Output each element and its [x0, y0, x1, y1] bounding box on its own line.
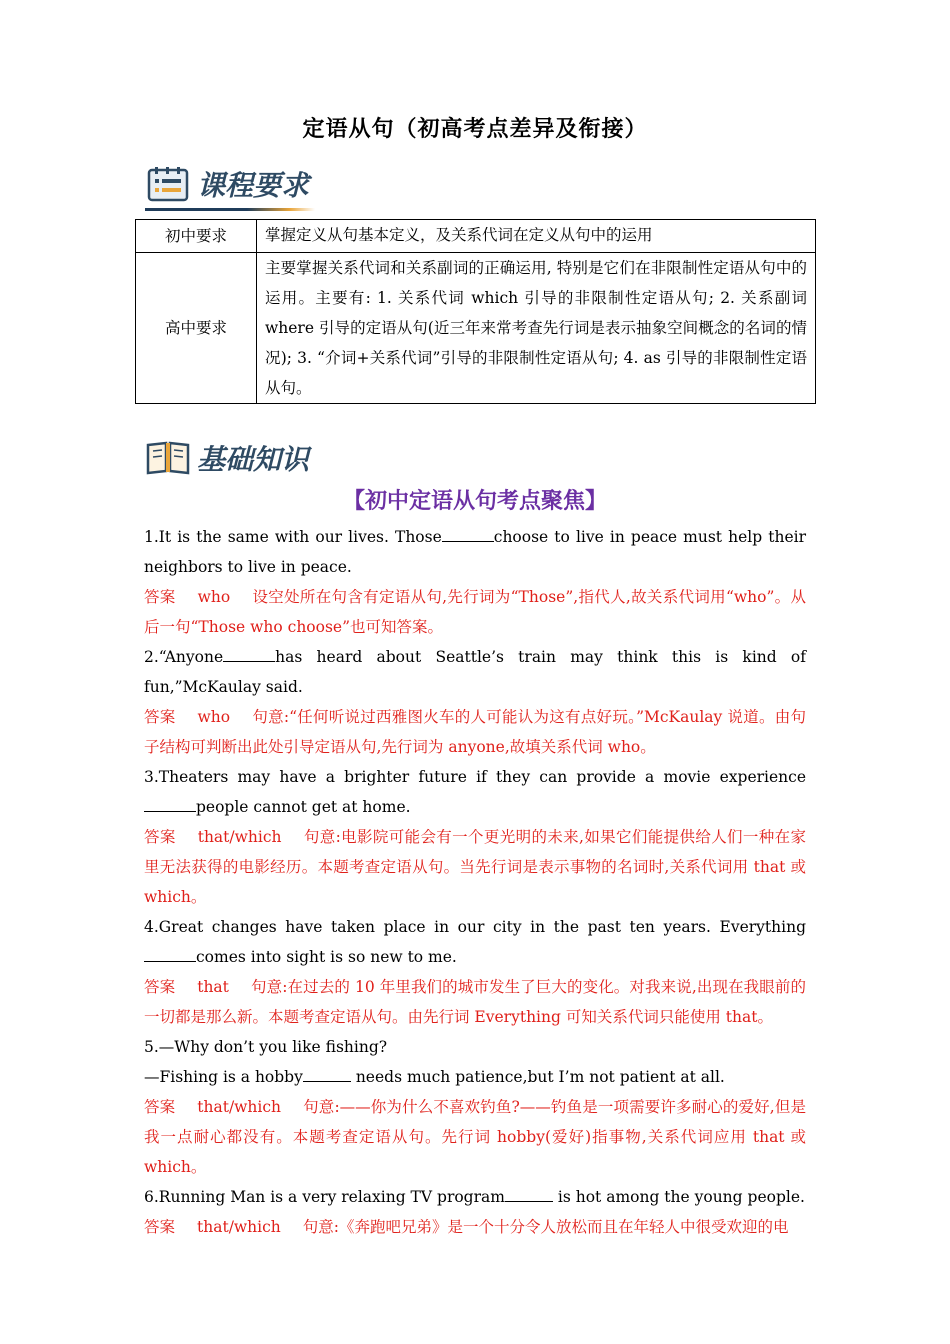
answer-blank [505, 1184, 553, 1202]
requirement-key: 初中要求 [136, 220, 257, 253]
question-item [144, 1062, 806, 1092]
section-label: 课程要求 [197, 169, 310, 202]
question-text: comes into sight is so new to me. [196, 948, 457, 966]
question-text: choose to live in peace must help their neighbors to live in peace. [144, 528, 806, 576]
answer-value: who [197, 708, 231, 726]
answer-explanation: 句意:《奔跑吧兄弟》是一个十分令人放松而且在年轻人中很受欢迎的电 [302, 1218, 789, 1236]
answer-line [144, 822, 806, 912]
question-text: 2.“Anyone [144, 648, 224, 666]
question-item [144, 912, 806, 972]
answer-blank [303, 1064, 351, 1082]
question-item [144, 1182, 806, 1212]
question-text: has heard about Seattle’s train may think this is kind of fun,”McKaulay said. [144, 648, 806, 696]
question-text: 5.—Why don’t you like fishing? [144, 1038, 388, 1056]
question-item [144, 762, 806, 822]
answer-line [144, 582, 806, 642]
answer-blank [223, 644, 275, 662]
answer-line [144, 1212, 806, 1242]
answer-explanation: 句意:电影院可能会有一个更光明的未来,如果它们能提供给人们一种在家里无法获得的电影经历。本题考查定语从句。当先行词是表示事物的名词时,关系代词用 that 或 which。 [144, 828, 806, 906]
answer-label: 答案 [144, 828, 176, 846]
answer-line [144, 972, 806, 1032]
answer-explanation: 句意:——你为什么不喜欢钓鱼?——钓鱼是一项需要许多耐心的爱好,但是我一点耐心都没有。本题考查定语从句。先行词 hobby(爱好)指事物,关系代词应用 that 或 which。 [144, 1098, 806, 1176]
answer-label: 答案 [144, 1098, 176, 1116]
table-row [136, 253, 816, 404]
answer-value: that [197, 978, 229, 996]
open-book-icon [145, 440, 191, 476]
answer-line [144, 1092, 806, 1182]
answer-label: 答案 [144, 588, 176, 606]
requirement-key: 高中要求 [136, 253, 257, 404]
requirement-value: 主要掌握关系代词和关系副词的正确运用, 特别是它们在非限制性定语从句中的运用。主要有: 1. 关系代词 which 引导的非限制性定语从句; 2. 关系副词 where 引导的定语从句(近三年来常考查先行词是表示抽象空间概念的名词的情况); 3. “介词+关系代词”引导的非限制性定语从句; 4. as 引导的非限制性定语从句。 [257, 253, 816, 404]
question-text: —Fishing is a hobby [144, 1068, 303, 1086]
questions-list [144, 522, 806, 1242]
question-text: 3.Theaters may have a brighter future if they can provide a movie experience [144, 768, 806, 786]
answer-value: who [197, 588, 231, 606]
answer-blank [144, 794, 196, 812]
requirements-table [135, 219, 816, 404]
answer-label: 答案 [144, 978, 176, 996]
question-text: is hot among the young people. [557, 1188, 805, 1206]
answer-label: 答案 [144, 1218, 176, 1236]
answer-explanation: 设空处所在句含有定语从句,先行词为“Those”,指代人,故关系代词用“who”。从后一句“Those who choose”也可知答案。 [144, 588, 806, 636]
answer-value: that/which [197, 1218, 281, 1236]
question-text: 6.Running Man is a very relaxing TV program [144, 1188, 505, 1206]
answer-value: that/which [197, 828, 282, 846]
checklist-board-icon [147, 166, 189, 202]
question-item [144, 642, 806, 702]
question-text: 1.It is the same with our lives. Those [144, 528, 442, 546]
answer-line [144, 702, 806, 762]
answer-value: that/which [197, 1098, 282, 1116]
requirement-value: 掌握定义从句基本定义，及关系代词在定义从句中的运用 [257, 220, 816, 253]
section-underline [145, 208, 315, 211]
answer-explanation: 句意:“任何听说过西雅图火车的人可能认为这有点好玩。”McKaulay 说道。由句子结构可判断出此处引导定语从句,先行词为 anyone,故填关系代词 who。 [144, 708, 806, 756]
question-text: 4.Great changes have taken place in our city in the past ten years. Everything [144, 918, 806, 936]
question-text: needs much patience,but I’m not patient at all. [355, 1068, 725, 1086]
answer-label: 答案 [144, 708, 176, 726]
answer-blank [442, 524, 494, 542]
table-row [136, 220, 816, 253]
question-text: people cannot get at home. [196, 798, 411, 816]
page-title: 定语从句（初高考点差异及衔接） [302, 116, 648, 142]
focus-title: 【初中定语从句考点聚焦】 [342, 488, 607, 514]
answer-blank [144, 944, 196, 962]
question-item [144, 522, 806, 582]
section-label: 基础知识 [197, 443, 310, 476]
answer-explanation: 句意:在过去的 10 年里我们的城市发生了巨大的变化。对我来说,出现在我眼前的一切都是那么新。本题考查定语从句。由先行词 Everything 可知关系代词只能使用 that。 [144, 978, 806, 1026]
question-item [144, 1032, 806, 1062]
